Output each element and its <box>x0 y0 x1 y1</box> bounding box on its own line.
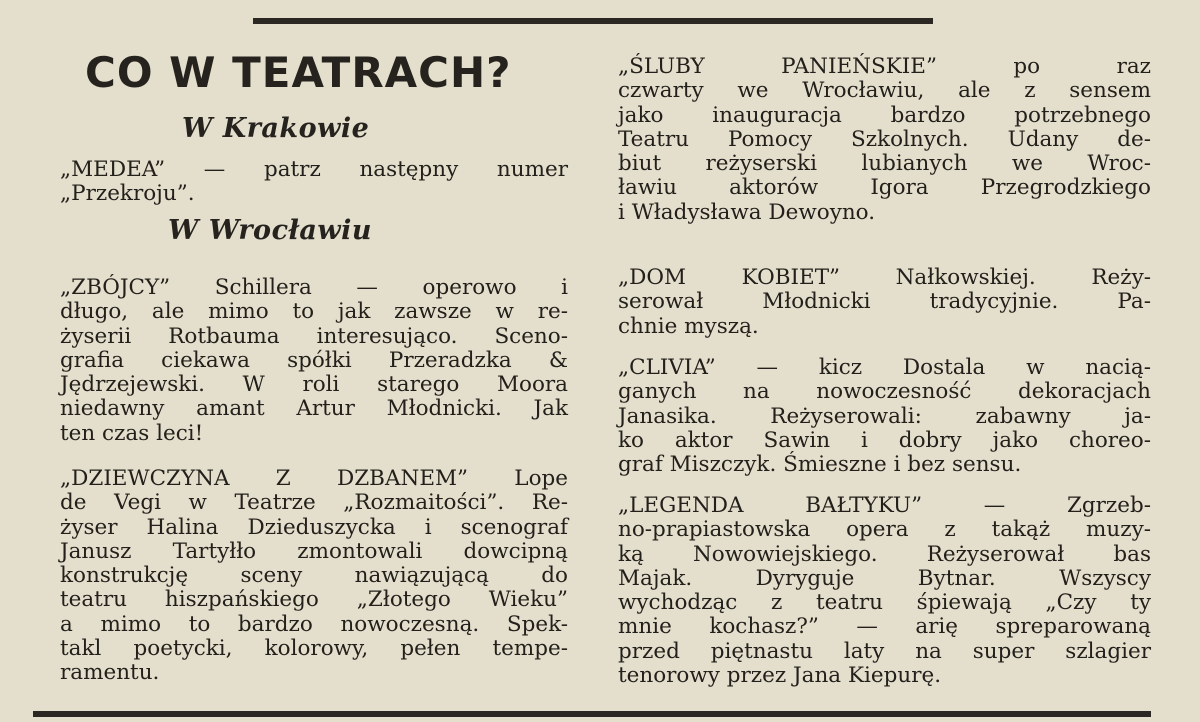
article-line: niedawny amant Artur Młodnicki. Jak <box>60 396 568 422</box>
article-line: ganych na nowoczesność dekoracjach <box>618 379 1151 405</box>
article-clivia <box>618 356 1151 477</box>
article-line: tenorowy przez Jana Kiepurę. <box>618 663 942 689</box>
article-line: Teatru Pomocy Szkolnych. Udany de- <box>618 126 1151 152</box>
article-line: ramentu. <box>60 660 160 686</box>
article-line: czwarty we Wrocławiu, ale z sensem <box>618 78 1151 104</box>
article-line: konstrukcję sceny nawiązującą do <box>60 563 568 589</box>
article-legenda <box>618 494 1151 688</box>
article-line: żyserii Rotbauma interesująco. Sceno- <box>60 323 568 349</box>
page-title: CO W TEATRACH? <box>85 48 512 97</box>
article-dziewczyna <box>60 467 568 686</box>
bottom-rule <box>33 711 1151 717</box>
article-line: „LEGENDA BAŁTYKU” — Zgrzeb- <box>618 493 1151 518</box>
article-line: a mimo to bardzo nowoczesną. Spek- <box>60 611 568 637</box>
article-medea <box>60 158 568 207</box>
article-line: jako inauguracja bardzo potrzebnego <box>618 102 1151 128</box>
article-line: mnie kochasz?” — arię spreparowaną <box>618 614 1151 640</box>
article-line: „ZBÓJCY” Schillera — operowo i <box>60 275 568 300</box>
article-dom-kobiet <box>618 266 1151 339</box>
article-line: graf Miszczyk. Śmieszne i bez sensu. <box>618 452 1022 478</box>
article-line: „DOM KOBIET” Nałkowskiej. Reży- <box>618 265 1151 290</box>
section-heading-wroclaw: W Wrocławiu <box>168 215 373 246</box>
article-sluby <box>618 55 1151 225</box>
article-line: ką Nowowiejskiego. Reżyserował bas <box>618 541 1151 567</box>
article-line: de Vegi w Teatrze „Rozmaitości”. Re- <box>60 490 568 516</box>
article-line: serował Młodnicki tradycyjnie. Pa- <box>618 289 1151 315</box>
article-line: i Władysława Dewoyno. <box>618 199 876 225</box>
article-line: grafia ciekawa spółki Przeradzka & <box>60 347 568 373</box>
article-line: teatru hiszpańskiego „Złotego Wieku” <box>60 587 568 613</box>
article-line: Janusz Tartyłło zmontowali dowcipną <box>60 538 568 564</box>
article-line: Majak. Dyryguje Bytnar. Wszyscy <box>618 565 1151 591</box>
article-line: „ŚLUBY PANIEŃSKIE” po raz <box>618 54 1151 79</box>
article-line: „MEDEA” — patrz następny numer <box>60 157 568 182</box>
article-line: chnie myszą. <box>618 313 759 339</box>
article-line: „DZIEWCZYNA Z DZBANEM” Lope <box>60 466 568 491</box>
article-line: ten czas leci! <box>60 420 204 446</box>
article-line: przed piętnastu laty na super szlagier <box>618 638 1151 664</box>
article-line: „Przekroju”. <box>60 181 195 207</box>
article-line: ławiu aktorów Igora Przegrodzkiego <box>618 175 1151 201</box>
article-line: Janasika. Reżyserowali: zabawny ja- <box>618 403 1151 429</box>
article-zbojcy <box>60 276 568 446</box>
article-line: no-prapiastowska opera z takąż muzy- <box>618 517 1151 543</box>
article-line: „CLIVIA” — kicz Dostala w nacią- <box>618 355 1151 380</box>
article-line: ko aktor Sawin i dobry jako choreo- <box>618 427 1151 453</box>
article-line: takl poetycki, kolorowy, pełen tempe- <box>60 636 568 662</box>
article-line: Jędrzejewski. W roli starego Moora <box>60 372 568 398</box>
article-line: żyser Halina Dzieduszycka i scenograf <box>60 514 568 540</box>
article-line: wychodząc z teatru śpiewają „Czy ty <box>618 590 1151 616</box>
section-heading-krakow: W Krakowie <box>182 113 370 144</box>
article-line: długo, ale mimo to jak zawsze w re- <box>60 299 568 325</box>
article-line: biut reżyserski lubianych we Wroc- <box>618 151 1151 177</box>
top-rule <box>253 18 933 24</box>
